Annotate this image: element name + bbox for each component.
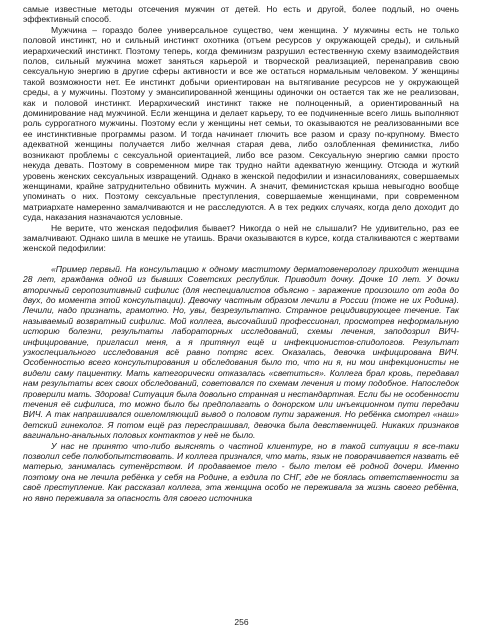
page-number: 256: [234, 617, 249, 627]
paragraph-intro: самые известные методы отсечения мужчин от детей. Но есть и другой, более подлый, но очень эффективный способ.: [23, 4, 459, 25]
quote-paragraph-case-one: «Пример первый. На консультацию к одному маститому дерматовенерологу приходит женщина 28 лет, гражданка одной из бывших Советских республик. Приводит дочку. Дочке 10 лет. У дочки вторичный серопозитивный сифилис (для неспециалистов объясню - заражение произошло от года до двух, до момента этой консультации). Девочку частным образом лечили в России (тоже не их Родина). Лечили, надо признать, грамотно. Но, увы, безрезультатно. Странное рецидивирующее течение. Так называемый возвратный сифилис. Мой коллега, высочайший профессионал, просмотрев неформальную историю болезни, результаты лабораторных исследований, схемы лечения, заподозрил ВИЧ-инфицирование, пригласил меня, а я притянул ещё и инфекционистов-спидологов. Результат узкоспециального исследования всё равно потряс всех. Оказалась, девочка инфицирована ВИЧ. Особенностью всего консультирования и обследования было то, что ни я, ни мои инфекционисты не видели саму пациентку. Мать категорически отказалась «светиться». Коллега брал кровь, передавал нам результаты всех своих обследований, советовался по схемам лечения и тому подобное. Напоследок проверили мать. Здорова! Ситуация была довольно странная и нестандартная. Если бы не особенности течения её сифилиса, то можно было бы предполагать о донорском или инъекционном пути передачи ВИЧ. А так напрашивался ошеломляющий вывод о половом пути заражения. Но ребёнка смотрел «наш» детский гинеколог. Я потом ещё раз переспрашивал, девочка была девственницей. Никаких признаков вагинально-анальных половых контактов у неё не было.: [23, 263, 459, 441]
paragraph-male-universality: Мужчина – гораздо более универсальное существо, чем женщина. У мужчины есть не только половой инстинкт, но и сильный инстинкт охотника (отъем ресурсов у окружающей среды), и сильный иерархический инстинкт. Поэтому теперь, когда феминизм разрушил естественную схему взаимодействия полов, сильный мужчина может заняться карьерой и творческой реализацией, перенаправив свою сексуальную энергию в другие сферы активности и все же остаться нормальным человеком. У женщины такой возможности нет. Ее инстинкт добычи ориентирован на вытягивание ресурсов не у окружающей среды, а у мужчины. Поэтому у эмансипированной женщины одиночки он остается так же не реализован, как и половой инстинкт. Иерархический инстинкт также не полноценный, а ориентированный на доминирование над мужчиной. Если женщина и делает карьеру, то ее подчиненные всего лишь выполняют роль суррогатного мужчины. Поэтому если у женщины нет семьи, то оказываются не реализованными все ее инстинктивные программы разом. И тогда начинает глючить все разом и сразу по-крупному. Вместо адекватной женщины получается либо желчная старая дева, либо озлобленная феминистка, либо возникают проблемы с сексуальной ориентацией, либо все разом. Сексуальную энергию самки просто некуда девать. Поэтому в современном мире так трудно найти адекватную женщину. Отсюда и жуткий уровень женских сексуальных извращений. Однако в женской педофилии и изнасилованиях, совершаемых женщинами, крайне затруднительно обвинить мужчин. А значит, феминистская крыша невыгодно вообще упоминать о них. Поэтому сексуальные преступления, совершаемые женщинами, при современном матриархате намеренно замалчиваются и не расследуются. А в тех редких случаях, когда дело доходит до суда, наказания назначаются условные.: [23, 24, 459, 223]
paragraph-spacer: [23, 254, 459, 264]
paragraph-female-pedophilia-question: Не верите, что женская педофилия бывает? Никогда о ней не слышали? Не удивительно, раз ее замалчивают. Однако шила в мешке не утаишь. Врачи оказываются в курсе, когда сталкиваются с жертвами женской педофилии:: [23, 222, 459, 254]
quote-paragraph-case-continued: У нас не принято что-либо выяснять о частной клиентуре, но в такой ситуации я все-таки позволил себе полюбопытствовать. И коллега признался, что мать, язык не поворачивается назвать её матерью, занималась сутенёрством. И продаваемое тело - было телом её родной дочери. Именно поэтому она не лечила ребёнка у себя на Родине, а ездила по СНГ, где не боялась ответственности за своё преступление. Как рассказал коллега, эта женщина особо не переживала за жизнь своего ребёнка, но явно переживала за опасность для своего источника: [23, 440, 459, 503]
